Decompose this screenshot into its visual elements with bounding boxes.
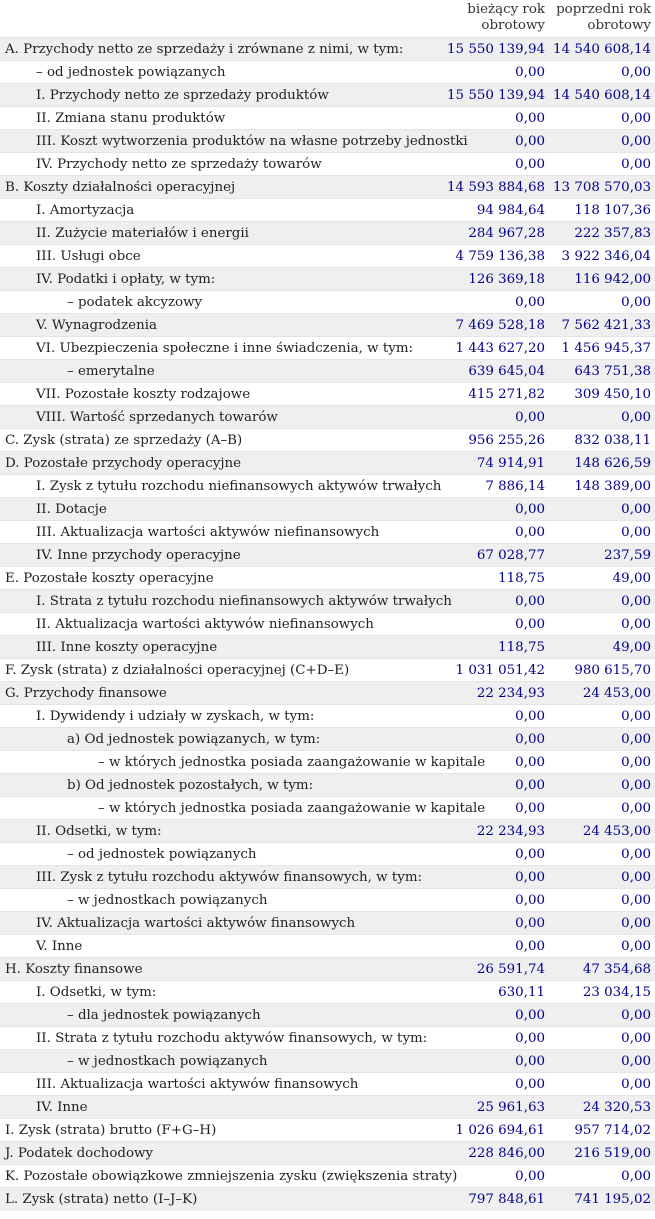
row-label: II. Strata z tytułu rozchodu aktywów finansowych, w tym:: [0, 1027, 445, 1050]
previous-year-value: 0,00: [549, 751, 655, 774]
table-row: [0, 406, 655, 429]
table-row: [0, 337, 655, 360]
previous-year-value: 148 626,59: [549, 452, 655, 475]
row-label: II. Zużycie materiałów i energii: [0, 222, 445, 245]
current-year-value: 0,00: [445, 1004, 549, 1027]
table-row: [0, 521, 655, 544]
current-year-value: 0,00: [445, 521, 549, 544]
row-label: VI. Ubezpieczenia społeczne i inne świadczenia, w tym:: [0, 337, 445, 360]
current-year-value: 0,00: [445, 1027, 549, 1050]
table-row: [0, 153, 655, 176]
previous-year-value: 216 519,00: [549, 1142, 655, 1165]
previous-year-value: 0,00: [549, 498, 655, 521]
previous-year-value: 0,00: [549, 912, 655, 935]
table-row: [0, 958, 655, 981]
current-year-value: 0,00: [445, 774, 549, 797]
current-year-value: 15 550 139,94: [445, 38, 549, 61]
current-year-value: 126 369,18: [445, 268, 549, 291]
current-year-value: 0,00: [445, 498, 549, 521]
header-row: [0, 0, 655, 38]
current-year-value: 0,00: [445, 406, 549, 429]
row-label: I. Zysk (strata) brutto (F+G–H): [0, 1119, 445, 1142]
current-year-value: 0,00: [445, 1165, 549, 1188]
current-year-value: 14 593 884,68: [445, 176, 549, 199]
previous-year-value: 0,00: [549, 1165, 655, 1188]
table-row: [0, 843, 655, 866]
previous-year-value: 0,00: [549, 1073, 655, 1096]
row-label: I. Zysk z tytułu rozchodu niefinansowych aktywów trwałych: [0, 475, 445, 498]
previous-year-value: 24 453,00: [549, 820, 655, 843]
current-year-value: 1 031 051,42: [445, 659, 549, 682]
previous-year-header: poprzedni rok obrotowy: [556, 2, 651, 33]
table-body: [0, 38, 655, 1211]
table-row: [0, 360, 655, 383]
current-year-value: 118,75: [445, 567, 549, 590]
current-year-value: 67 028,77: [445, 544, 549, 567]
previous-year-value: 47 354,68: [549, 958, 655, 981]
current-year-value: 0,00: [445, 61, 549, 84]
row-label: II. Zmiana stanu produktów: [0, 107, 445, 130]
previous-year-value: 0,00: [549, 705, 655, 728]
row-label: IV. Inne: [0, 1096, 445, 1119]
row-label: I. Odsetki, w tym:: [0, 981, 445, 1004]
previous-year-value: 24 453,00: [549, 682, 655, 705]
current-year-value: 26 591,74: [445, 958, 549, 981]
row-label: III. Aktualizacja wartości aktywów finansowych: [0, 1073, 445, 1096]
current-year-value: 0,00: [445, 1050, 549, 1073]
previous-year-value: 0,00: [549, 935, 655, 958]
row-label: G. Przychody finansowe: [0, 682, 445, 705]
previous-year-value: 0,00: [549, 866, 655, 889]
row-label: IV. Przychody netto ze sprzedaży towarów: [0, 153, 445, 176]
table-row: [0, 429, 655, 452]
previous-year-value: 0,00: [549, 889, 655, 912]
current-year-value: 0,00: [445, 889, 549, 912]
previous-year-value: 0,00: [549, 406, 655, 429]
previous-year-value: 980 615,70: [549, 659, 655, 682]
row-label: – emerytalne: [0, 360, 445, 383]
table-row: [0, 866, 655, 889]
label-column-header: [0, 0, 445, 38]
row-label: I. Przychody netto ze sprzedaży produktów: [0, 84, 445, 107]
previous-year-value: 832 038,11: [549, 429, 655, 452]
row-label: I. Strata z tytułu rozchodu niefinansowych aktywów trwałych: [0, 590, 445, 613]
current-year-value: 118,75: [445, 636, 549, 659]
table-row: [0, 728, 655, 751]
current-year-value: 797 848,61: [445, 1188, 549, 1211]
table-row: [0, 1004, 655, 1027]
row-label: III. Inne koszty operacyjne: [0, 636, 445, 659]
table-row: [0, 245, 655, 268]
row-label: IV. Inne przychody operacyjne: [0, 544, 445, 567]
row-label: – w których jednostka posiada zaangażowanie w kapitale: [0, 751, 445, 774]
table-row: [0, 314, 655, 337]
table-row: [0, 751, 655, 774]
previous-year-value: 0,00: [549, 1050, 655, 1073]
table-row: [0, 1142, 655, 1165]
previous-year-value: 0,00: [549, 843, 655, 866]
current-year-value: 94 984,64: [445, 199, 549, 222]
table-row: [0, 889, 655, 912]
current-year-value: 0,00: [445, 130, 549, 153]
row-label: C. Zysk (strata) ze sprzedaży (A–B): [0, 429, 445, 452]
current-year-value: 1 443 627,20: [445, 337, 549, 360]
table-row: [0, 291, 655, 314]
table-row: [0, 84, 655, 107]
previous-year-value: 0,00: [549, 130, 655, 153]
row-label: L. Zysk (strata) netto (I–J–K): [0, 1188, 445, 1211]
previous-year-value: 23 034,15: [549, 981, 655, 1004]
current-year-value: 0,00: [445, 153, 549, 176]
table-row: [0, 912, 655, 935]
current-year-value: 0,00: [445, 843, 549, 866]
row-label: VII. Pozostałe koszty rodzajowe: [0, 383, 445, 406]
table-row: [0, 61, 655, 84]
previous-year-value: 148 389,00: [549, 475, 655, 498]
row-label: V. Wynagrodzenia: [0, 314, 445, 337]
row-label: V. Inne: [0, 935, 445, 958]
table-row: [0, 452, 655, 475]
current-year-value: 0,00: [445, 728, 549, 751]
previous-year-value: 49,00: [549, 567, 655, 590]
row-label: a) Od jednostek powiązanych, w tym:: [0, 728, 445, 751]
current-year-value: 415 271,82: [445, 383, 549, 406]
table-row: [0, 176, 655, 199]
previous-year-value: 0,00: [549, 521, 655, 544]
previous-year-value: 0,00: [549, 1027, 655, 1050]
previous-year-value: 116 942,00: [549, 268, 655, 291]
table-row: [0, 268, 655, 291]
row-label: E. Pozostałe koszty operacyjne: [0, 567, 445, 590]
row-label: B. Koszty działalności operacyjnej: [0, 176, 445, 199]
previous-year-value: 0,00: [549, 153, 655, 176]
current-year-value: 0,00: [445, 705, 549, 728]
table-row: [0, 38, 655, 61]
previous-year-value: 0,00: [549, 61, 655, 84]
previous-year-value: 14 540 608,14: [549, 38, 655, 61]
current-year-value: 22 234,93: [445, 682, 549, 705]
table-row: [0, 130, 655, 153]
current-year-value: 25 961,63: [445, 1096, 549, 1119]
previous-year-value: 309 450,10: [549, 383, 655, 406]
previous-year-value: 0,00: [549, 613, 655, 636]
table-row: [0, 222, 655, 245]
previous-year-value: 0,00: [549, 107, 655, 130]
table-row: [0, 935, 655, 958]
previous-year-value: 24 320,53: [549, 1096, 655, 1119]
current-year-value: 0,00: [445, 935, 549, 958]
row-label: IV. Podatki i opłaty, w tym:: [0, 268, 445, 291]
row-label: – w jednostkach powiązanych: [0, 889, 445, 912]
table-row: [0, 199, 655, 222]
previous-year-value: 1 456 945,37: [549, 337, 655, 360]
current-year-value: 74 914,91: [445, 452, 549, 475]
row-label: III. Aktualizacja wartości aktywów niefinansowych: [0, 521, 445, 544]
table-row: [0, 544, 655, 567]
current-year-value: 0,00: [445, 797, 549, 820]
table-row: [0, 1119, 655, 1142]
row-label: – w których jednostka posiada zaangażowanie w kapitale: [0, 797, 445, 820]
current-year-value: 4 759 136,38: [445, 245, 549, 268]
current-year-value: 956 255,26: [445, 429, 549, 452]
current-year-value: 639 645,04: [445, 360, 549, 383]
current-year-header: bieżący rok obrotowy: [467, 2, 545, 33]
row-label: J. Podatek dochodowy: [0, 1142, 445, 1165]
table-row: [0, 774, 655, 797]
table-row: [0, 1165, 655, 1188]
row-label: II. Aktualizacja wartości aktywów niefinansowych: [0, 613, 445, 636]
row-label: III. Usługi obce: [0, 245, 445, 268]
table-row: [0, 682, 655, 705]
row-label: I. Dywidendy i udziały w zyskach, w tym:: [0, 705, 445, 728]
current-year-value: 0,00: [445, 912, 549, 935]
row-label: D. Pozostałe przychody operacyjne: [0, 452, 445, 475]
previous-year-value: 49,00: [549, 636, 655, 659]
row-label: – w jednostkach powiązanych: [0, 1050, 445, 1073]
table-row: [0, 636, 655, 659]
table-row: [0, 567, 655, 590]
table-row: [0, 1188, 655, 1211]
table-row: [0, 613, 655, 636]
row-label: H. Koszty finansowe: [0, 958, 445, 981]
previous-year-value: 957 714,02: [549, 1119, 655, 1142]
previous-year-value: 222 357,83: [549, 222, 655, 245]
previous-year-value: 0,00: [549, 728, 655, 751]
table-row: [0, 659, 655, 682]
table-row: [0, 1027, 655, 1050]
previous-year-value: 741 195,02: [549, 1188, 655, 1211]
previous-year-value: 118 107,36: [549, 199, 655, 222]
previous-year-value: 237,59: [549, 544, 655, 567]
table-row: [0, 590, 655, 613]
current-year-value: 22 234,93: [445, 820, 549, 843]
row-label: – od jednostek powiązanych: [0, 61, 445, 84]
previous-year-value: 0,00: [549, 774, 655, 797]
row-label: – od jednostek powiązanych: [0, 843, 445, 866]
current-year-value: 228 846,00: [445, 1142, 549, 1165]
previous-year-value: 7 562 421,33: [549, 314, 655, 337]
row-label: A. Przychody netto ze sprzedaży i zrównane z nimi, w tym:: [0, 38, 445, 61]
previous-year-value: 0,00: [549, 291, 655, 314]
table-header: [0, 0, 655, 38]
current-year-value: 630,11: [445, 981, 549, 1004]
current-year-value: 0,00: [445, 613, 549, 636]
table-row: [0, 797, 655, 820]
table-row: [0, 383, 655, 406]
row-label: F. Zysk (strata) z działalności operacyjnej (C+D–E): [0, 659, 445, 682]
previous-year-value: 14 540 608,14: [549, 84, 655, 107]
row-label: II. Odsetki, w tym:: [0, 820, 445, 843]
current-year-value: 0,00: [445, 291, 549, 314]
row-label: b) Od jednostek pozostałych, w tym:: [0, 774, 445, 797]
table-row: [0, 498, 655, 521]
row-label: II. Dotacje: [0, 498, 445, 521]
row-label: III. Koszt wytworzenia produktów na własne potrzeby jednostki: [0, 130, 445, 153]
table-row: [0, 981, 655, 1004]
current-year-value: 7 469 528,18: [445, 314, 549, 337]
current-year-value: 284 967,28: [445, 222, 549, 245]
row-label: – podatek akcyzowy: [0, 291, 445, 314]
table-row: [0, 475, 655, 498]
table-row: [0, 705, 655, 728]
previous-year-value: 3 922 346,04: [549, 245, 655, 268]
previous-year-value: 13 708 570,03: [549, 176, 655, 199]
table-row: [0, 1096, 655, 1119]
table-row: [0, 1050, 655, 1073]
previous-year-value: 643 751,38: [549, 360, 655, 383]
current-year-value: 1 026 694,61: [445, 1119, 549, 1142]
current-year-value: 0,00: [445, 751, 549, 774]
current-year-value: 15 550 139,94: [445, 84, 549, 107]
previous-year-value: 0,00: [549, 1004, 655, 1027]
row-label: IV. Aktualizacja wartości aktywów finansowych: [0, 912, 445, 935]
row-label: K. Pozostałe obowiązkowe zmniejszenia zysku (zwiększenia straty): [0, 1165, 445, 1188]
previous-year-value: 0,00: [549, 590, 655, 613]
table-row: [0, 1073, 655, 1096]
row-label: III. Zysk z tytułu rozchodu aktywów finansowych, w tym:: [0, 866, 445, 889]
current-year-value: 0,00: [445, 590, 549, 613]
table-row: [0, 820, 655, 843]
row-label: VIII. Wartość sprzedanych towarów: [0, 406, 445, 429]
previous-year-value: 0,00: [549, 797, 655, 820]
row-label: – dla jednostek powiązanych: [0, 1004, 445, 1027]
current-year-value: 7 886,14: [445, 475, 549, 498]
current-year-value: 0,00: [445, 866, 549, 889]
current-year-value: 0,00: [445, 1073, 549, 1096]
table-row: [0, 107, 655, 130]
row-label: I. Amortyzacja: [0, 199, 445, 222]
current-year-value: 0,00: [445, 107, 549, 130]
